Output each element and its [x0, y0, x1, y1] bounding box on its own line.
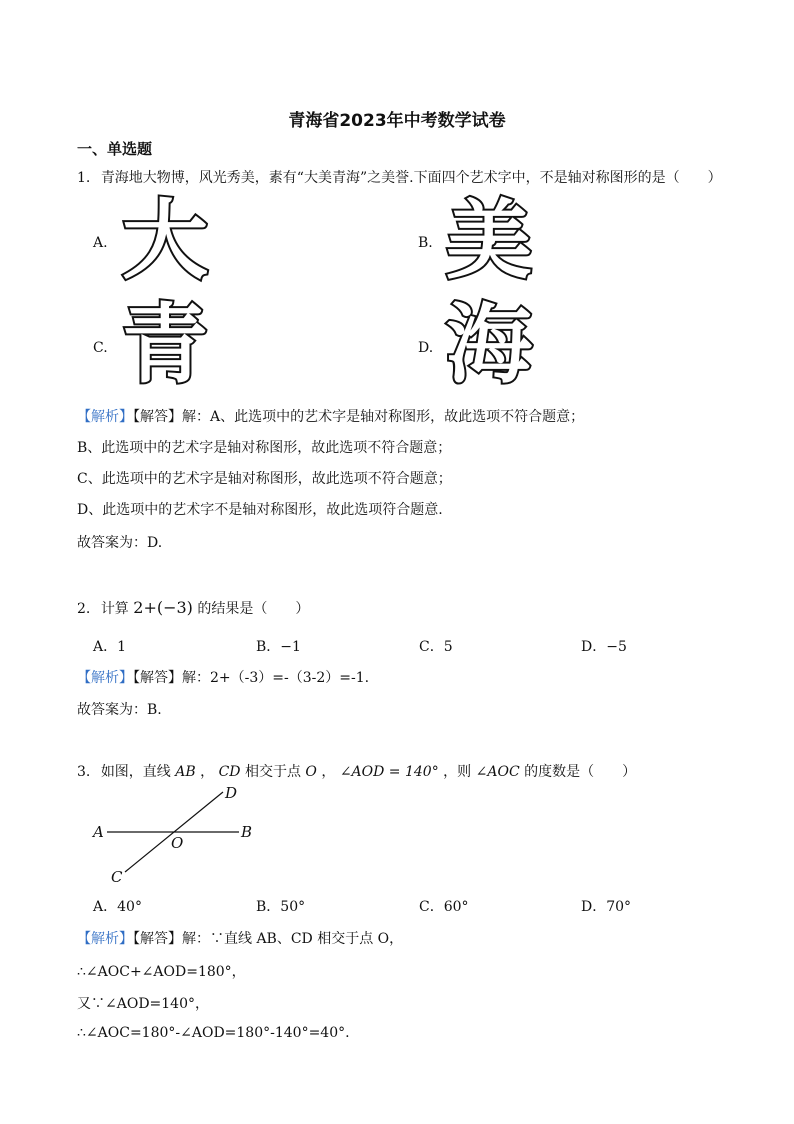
answer-line: [77, 406, 584, 426]
option-a: [93, 896, 142, 916]
answer-text: 解：A、此选项中的艺术字是轴对称图形，故此选项不符合题意；: [182, 409, 585, 425]
section-heading: 一、单选题: [77, 140, 153, 158]
math-symbol: CD: [218, 764, 241, 780]
answer-line: C、此选项中的艺术字是轴对称图形，故此选项不符合题意；: [77, 471, 452, 487]
option-label: A.: [93, 235, 108, 251]
option-value: 60°: [443, 899, 469, 915]
math-condition: ∠AOD = 140°: [339, 764, 439, 780]
answer-line: ∴∠AOC+∠AOD=180°，: [77, 964, 246, 980]
option-label: A．: [93, 899, 118, 915]
point-label-a: A: [93, 823, 104, 841]
option-d: [581, 896, 631, 916]
answer-tag: 【解答】: [133, 670, 182, 686]
point-label-b: B: [241, 823, 253, 841]
question-text: ，: [321, 764, 336, 780]
answer-final: 故答案为：D.: [77, 535, 163, 551]
answer-tag: 【解答】: [133, 409, 182, 425]
answer-line: [77, 667, 369, 687]
point-label-c: C: [111, 868, 123, 886]
option-value: 50°: [280, 899, 306, 915]
math-target: ∠AOC: [475, 764, 520, 780]
option-label: B.: [418, 235, 433, 251]
art-character-option-b: 美: [446, 191, 532, 291]
answer-line: D、此选项中的艺术字不是轴对称图形，故此选项符合题意.: [77, 502, 443, 518]
option-value: −1: [280, 639, 301, 655]
math-symbol: O: [305, 764, 317, 780]
point-label-o: O: [171, 834, 184, 852]
question-1-stem: [77, 167, 722, 187]
option-value: 1: [117, 639, 127, 655]
option-b: [256, 896, 305, 916]
option-value: 40°: [117, 899, 142, 915]
option-value: 5: [443, 639, 453, 655]
question-text: 青海地大物博，风光秀美，素有“大美青海”之美誉.下面四个艺术字中，不是轴对称图形的是（ ）: [100, 170, 722, 186]
math-symbol: AB: [175, 764, 196, 780]
analysis-tag: 【解析】: [77, 409, 133, 425]
option-label: C．: [419, 899, 444, 915]
question-number: 2.: [77, 601, 91, 617]
answer-text: 解：2+（-3）=-（3-2）=-1.: [182, 670, 370, 686]
answer-final: 故答案为：B.: [77, 702, 162, 718]
question-number: 1.: [77, 170, 91, 186]
option-a: [93, 636, 126, 656]
option-value: −5: [606, 639, 627, 655]
question-text: 如图，直线: [100, 764, 171, 780]
intersecting-lines-figure: [85, 778, 275, 890]
option-label: C.: [93, 340, 108, 356]
art-character-option-a: 大: [122, 191, 208, 291]
art-character-option-d: 海: [446, 295, 532, 395]
answer-line: [77, 928, 403, 948]
option-label: C．: [419, 639, 444, 655]
analysis-tag: 【解析】: [77, 670, 133, 686]
option-label: D．: [581, 639, 607, 655]
document-title: 青海省2023年中考数学试卷: [288, 111, 506, 131]
option-label: A．: [93, 639, 118, 655]
question-number: 3.: [77, 764, 91, 780]
question-text: 相交于点: [244, 764, 301, 780]
math-expression: 2+(−3): [133, 598, 193, 617]
option-c: [419, 896, 469, 916]
option-label: D．: [581, 899, 607, 915]
answer-line: 又∵∠AOD=140°，: [77, 996, 209, 1012]
option-d: [581, 636, 627, 656]
art-character-option-c: 青: [122, 295, 208, 395]
answer-tag: 【解答】: [133, 931, 182, 947]
option-value: 70°: [606, 899, 632, 915]
answer-text: 解：∵直线 AB、CD 相交于点 O，: [182, 931, 404, 947]
point-label-d: D: [225, 784, 238, 802]
option-label: B．: [256, 639, 281, 655]
question-text: 计算: [100, 601, 129, 617]
option-c: [419, 636, 453, 656]
option-label: B．: [256, 899, 281, 915]
question-2-stem: [77, 598, 309, 618]
question-text: 的结果是（ ）: [197, 601, 310, 617]
question-text: 的度数是（ ）: [524, 764, 637, 780]
answer-line: B、此选项中的艺术字是轴对称图形，故此选项不符合题意；: [77, 440, 452, 456]
option-label: D.: [418, 340, 434, 356]
question-text: ，则: [443, 764, 472, 780]
answer-line: ∴∠AOC=180°-∠AOD=180°-140°=40°.: [77, 1025, 350, 1041]
option-b: [256, 636, 301, 656]
question-text: ，: [200, 764, 215, 780]
analysis-tag: 【解析】: [77, 931, 133, 947]
